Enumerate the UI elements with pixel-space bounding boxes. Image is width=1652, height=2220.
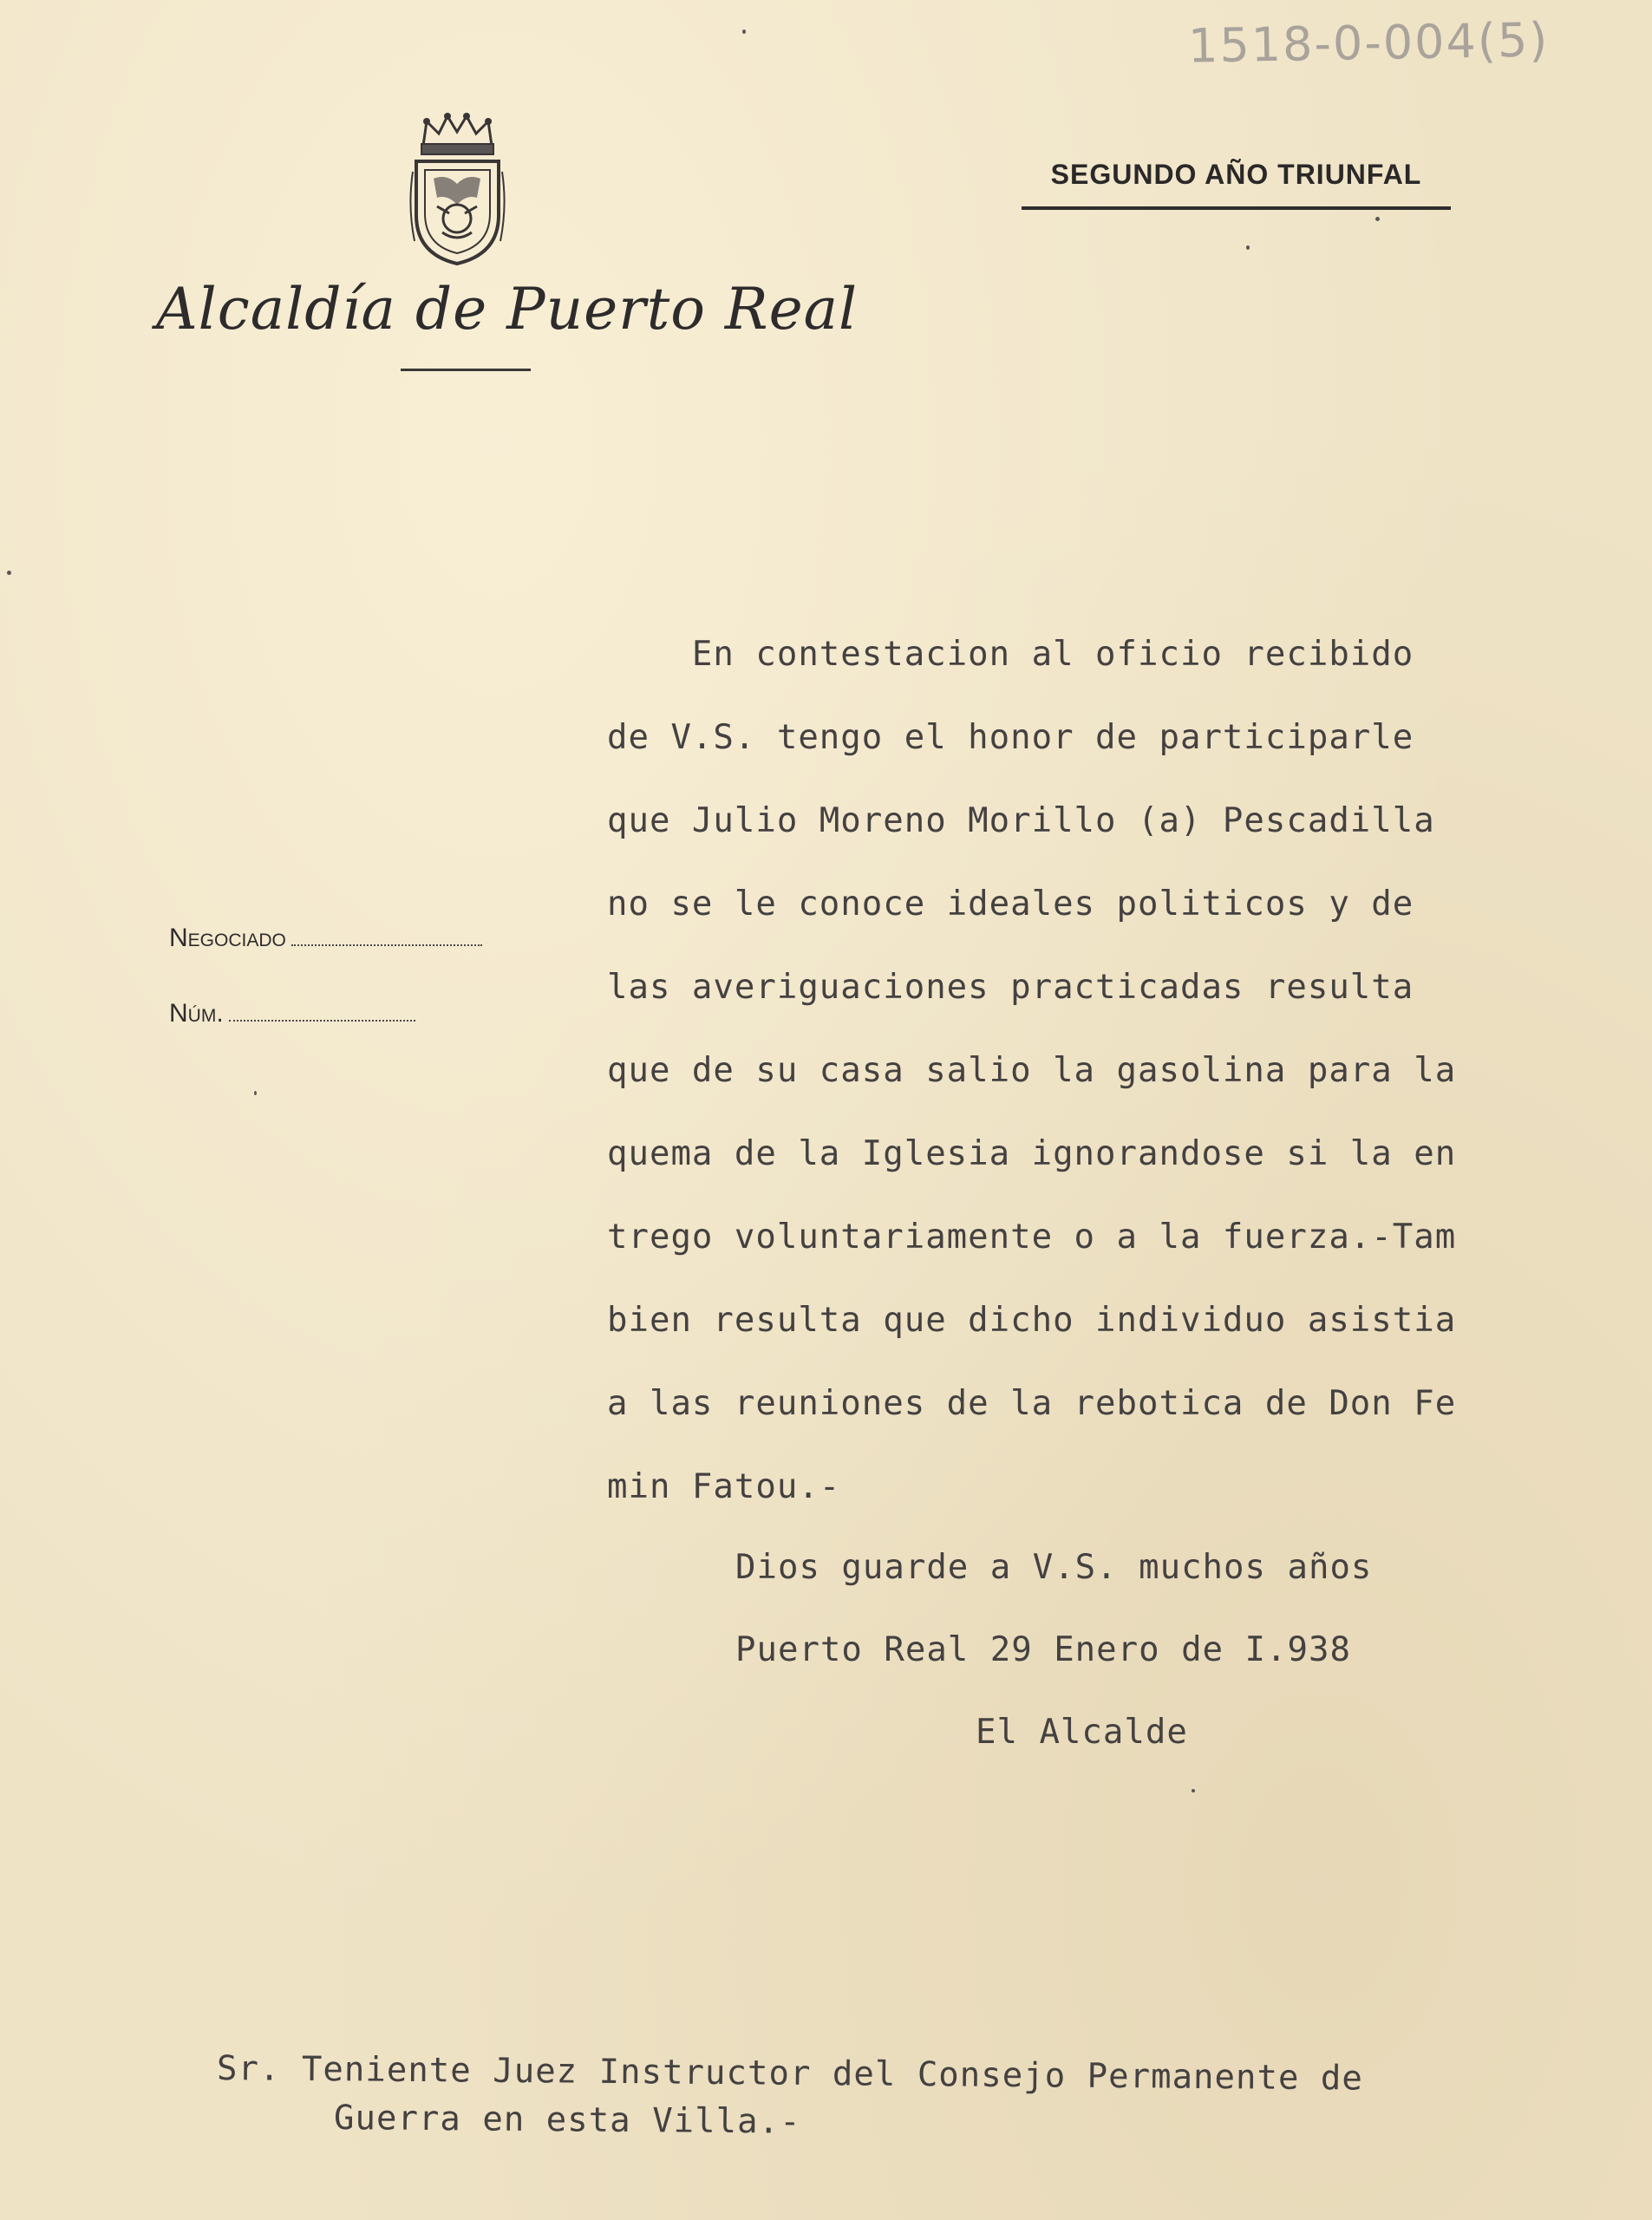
closing-signatory: El Alcalde [976,1713,1188,1752]
body-line: las averiguaciones practicadas resulta [607,968,1414,1007]
year-header-text: SEGUNDO AÑO TRIUNFAL [1050,159,1422,190]
num-blank [229,1018,415,1022]
recipient-line-2: Guerra en esta Villa.- [333,2099,801,2142]
year-header [1022,159,1451,210]
body-line: no se le conoce ideales politicos y de [607,885,1414,924]
closing-salutation: Dios guarde a V.S. muchos años [735,1548,1373,1587]
municipality-underline [401,369,531,371]
body-line: quema de la Iglesia ignorandose si la en [607,1134,1457,1173]
negociado-field [169,924,482,953]
body-line: En contestacion al oficio recibido [607,635,1414,674]
letter-body [607,629,1456,1544]
paper-speck [1192,1789,1195,1792]
paper-speck [1246,245,1250,250]
archive-reference: 1518-0-004(5) [1187,12,1550,74]
negociado-blank [291,943,482,946]
body-line: que Julio Moreno Morillo (a) Pescadilla [607,801,1435,840]
paper-speck [1375,217,1380,221]
recipient-line-1: Sr. Teniente Juez Instructor del Consejo Permanente de [216,2049,1364,2099]
coat-of-arms-icon [408,111,507,267]
body-line: trego voluntariamente o a la fuerza.-Tam [607,1218,1457,1257]
municipality-title: Alcaldía de Puerto Real [156,276,859,343]
paper-speck [742,29,746,34]
body-line: que de su casa salio la gasolina para la [607,1051,1457,1090]
negociado-label: Negociado [169,924,286,952]
body-line: de V.S. tengo el honor de participarle [607,718,1414,757]
closing-place-date: Puerto Real 29 Enero de I.938 [735,1630,1351,1669]
body-line: a las reuniones de la rebotica de Don Fe [607,1384,1457,1423]
num-field [169,999,415,1028]
num-label: Núm. [169,999,224,1028]
paper-speck [7,571,11,575]
body-line: min Fatou.- [607,1467,841,1506]
paper-speck [254,1091,257,1095]
body-line: bien resulta que dicho individuo asistia [607,1301,1457,1340]
